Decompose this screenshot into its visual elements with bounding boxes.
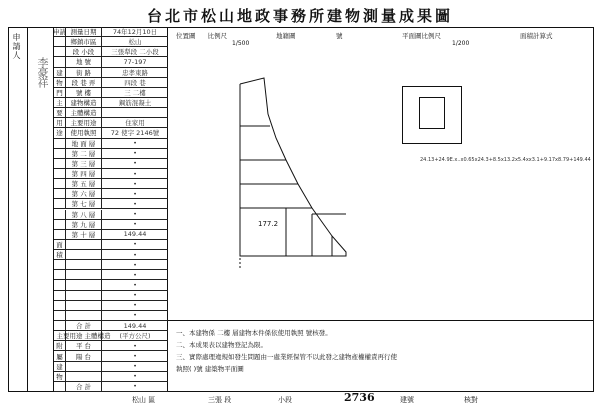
table-cell-c3: •: [133, 199, 137, 208]
table-cell-c1: [54, 291, 66, 300]
location-label: 位置圖: [176, 32, 196, 40]
table-cell-c1: [54, 301, 66, 310]
table-cell-c2: [66, 250, 102, 259]
table-cell-c2: 第 七 層: [66, 199, 102, 208]
table-cell-c1: [54, 321, 66, 330]
table-cell-c2: 第 二 層: [66, 149, 102, 158]
table-cell-c1: [54, 149, 66, 158]
table-cell-c1: 附: [54, 341, 66, 350]
table-cell-c3: •: [133, 240, 137, 249]
table-cell-c3: •: [133, 311, 137, 320]
footer-district: 松山 區: [132, 396, 156, 404]
table-cell-c2: [66, 260, 102, 269]
table-cell-c3: 四段 巷: [124, 78, 146, 87]
table-cell-c3: •: [133, 210, 137, 219]
table-cell-c2: 合 計: [66, 321, 102, 330]
table-cell-c3: •: [133, 159, 137, 168]
table-cell-c2: 第 八 層: [66, 210, 102, 219]
note-2: 二、本成果表以建物登記為限。: [176, 341, 267, 349]
table-cell-c3: •: [133, 270, 137, 279]
table-cell-c3: •: [133, 139, 137, 148]
table-cell-c1: [54, 159, 66, 168]
footer-subsection: 小段: [278, 396, 292, 404]
table-cell-c1: 面: [54, 240, 66, 249]
table-cell-c1: [54, 179, 66, 188]
table-row: [54, 47, 168, 57]
table-cell-c1: 物: [54, 78, 66, 87]
table-cell-c3: •: [133, 352, 137, 360]
table-cell-c1: 屬: [54, 351, 66, 360]
table-row: [54, 301, 168, 311]
table-cell-c1: 用: [54, 118, 66, 127]
note-3: 三、實際處理違規如發生問題由一處業經保管不以此發之建物產權權責再行使: [176, 353, 397, 361]
table-cell-c1: [54, 210, 66, 219]
table-row: [54, 220, 168, 230]
table-cell-c1: 途: [54, 128, 66, 137]
table-row: [54, 37, 168, 47]
table-cell-c3: •: [133, 189, 137, 198]
document-footer: [8, 391, 594, 408]
scale-label: 比例尺: [207, 32, 228, 40]
table-row: [54, 57, 168, 67]
table-cell-c3: •: [133, 362, 137, 371]
table-row: [54, 149, 168, 159]
table-cell-c1: [54, 169, 66, 178]
table-cell-c3: 住家用: [125, 119, 145, 128]
table-cell-c2: 號 樓: [66, 88, 102, 97]
table-row: [54, 88, 168, 98]
table-cell-c2: [66, 372, 102, 381]
table-cell-c2: 第 十 層: [66, 230, 102, 239]
table-cell-c3: 149.44: [123, 230, 147, 239]
table-cell-c1: [54, 260, 66, 269]
table-cell-c2: 建物構造: [66, 98, 102, 107]
notes-block: [176, 327, 397, 375]
table-row: [54, 210, 168, 220]
table-cell-c3: (平方公尺): [119, 332, 151, 341]
table-cell-c2: 第 四 層: [66, 169, 102, 178]
table-row: [54, 291, 168, 301]
lot-label: 地籍圖: [276, 32, 296, 40]
table-row: [54, 240, 168, 250]
area-calc-label: 面積計算式: [520, 32, 553, 40]
table-cell-c3: 149.44: [123, 321, 147, 330]
table-cell-c1: [54, 230, 66, 239]
table-cell-c3: •: [133, 220, 137, 229]
table-cell-c2: [66, 311, 102, 320]
table-cell-c3: •: [133, 169, 137, 178]
table-cell-c1: 建: [54, 68, 66, 77]
table-row: [54, 118, 168, 128]
building-data-table: [54, 27, 168, 392]
area-calculation-text: 24.13+24.9E.x..x0.65x24.3+8.5x13.2x5.4xx3.1+9.17x8.79+149.44: [420, 157, 591, 163]
table-cell-c1: [54, 139, 66, 148]
table-cell-c3: [102, 108, 168, 117]
table-row: [54, 321, 168, 331]
table-row: [54, 351, 168, 361]
applicant-signature: 李豪祥: [36, 57, 49, 87]
table-cell-c3: 72 使字 2146號: [110, 129, 160, 138]
table-row: [54, 280, 168, 290]
table-row: [54, 341, 168, 351]
table-cell-c1: [54, 220, 66, 229]
table-cell-c1: 物: [54, 372, 66, 381]
scale-value: 1/500: [232, 40, 250, 47]
table-cell-c2: [66, 291, 102, 300]
lot-suffix: 號: [336, 32, 343, 40]
notes-divider: [168, 320, 594, 321]
table-cell-c3: •: [133, 250, 137, 259]
table-cell-c2: 鄉鎮市區: [66, 37, 102, 46]
plan-area-label: 177.2: [258, 220, 279, 228]
table-row: [54, 331, 168, 341]
table-row: [54, 250, 168, 260]
signature-column: [28, 27, 54, 392]
table-row: [54, 311, 168, 321]
table-row: [54, 128, 168, 138]
table-cell-c2: 段 小段: [66, 47, 102, 56]
footer-building-no-label: 建號: [400, 396, 414, 404]
table-cell-c2: 地 面 層: [66, 139, 102, 148]
table-cell-c1: [54, 311, 66, 320]
table-cell-c2: 使用執照: [66, 128, 102, 137]
table-cell-c1: [54, 199, 66, 208]
table-cell-c1: 門: [54, 88, 66, 97]
table-cell-c1: 建: [54, 362, 66, 371]
table-cell-c2: 第 六 層: [66, 189, 102, 198]
table-cell-c2: 第 五 層: [66, 179, 102, 188]
location-building-outline: [419, 97, 445, 129]
table-cell-c3: •: [133, 260, 137, 269]
table-cell-c3: •: [133, 341, 137, 350]
location-inset-map: [402, 86, 462, 144]
table-cell-c1: [54, 280, 66, 289]
applicant-label: 申請人: [12, 33, 21, 60]
table-row: [54, 260, 168, 270]
table-cell-c2: [66, 280, 102, 289]
table-row: [54, 179, 168, 189]
plan-scale-value: 1/200: [452, 40, 470, 47]
floor-plan-drawing: [236, 74, 360, 270]
table-cell-c1: [54, 189, 66, 198]
table-cell-c2: [66, 270, 102, 279]
table-cell-c2: 合 計: [66, 382, 102, 391]
table-cell-c2: 第 九 層: [66, 220, 102, 229]
table-cell-c2: [66, 301, 102, 310]
table-cell-c3: 77-197: [123, 57, 147, 66]
table-row: [54, 78, 168, 88]
table-row: [54, 362, 168, 372]
table-cell-c1: 申請: [53, 28, 66, 37]
table-row: [54, 372, 168, 382]
footer-building-number: 2736: [344, 391, 375, 404]
table-cell-c1: 主: [54, 98, 66, 107]
footer-clerk: 核對: [464, 396, 478, 404]
table-cell-c2: 地 號: [66, 57, 102, 66]
table-cell-c2: [66, 362, 102, 371]
note-1: 一、本建物係 二樓 層建物本件係依使用執照 號核發。: [176, 329, 332, 337]
table-cell-c1: [54, 270, 66, 279]
table-cell-c1: [54, 382, 66, 391]
table-cell-c1: [54, 37, 66, 46]
table-cell-c3: 三張犁段 二小段: [111, 48, 159, 57]
table-row: [54, 199, 168, 209]
table-row: [54, 108, 168, 118]
table-cell-c2: 平 台: [66, 341, 102, 350]
table-cell-c3: 74年12月10日: [112, 28, 158, 37]
table-cell-c2: 段 巷 弄: [66, 78, 102, 87]
table-cell-c2: [66, 240, 102, 249]
table-row: [54, 98, 168, 108]
table-cell-c3: •: [133, 382, 137, 391]
table-cell-c2: 主體構造: [66, 108, 102, 117]
table-cell-c3: •: [133, 291, 137, 300]
table-row: [54, 189, 168, 199]
table-cell-c3: •: [133, 149, 137, 158]
table-cell-c3: •: [133, 179, 137, 188]
table-cell-c3: •: [133, 372, 137, 381]
table-cell-c1: [54, 47, 66, 56]
table-row: [54, 139, 168, 149]
location-header: [176, 31, 227, 40]
document-title: 台北市松山地政事務所建物測量成果圖: [146, 7, 453, 25]
table-cell-c1: 積: [54, 250, 66, 259]
table-cell-c3: •: [133, 281, 137, 290]
plan-scale-label: 平面圖比例尺: [402, 32, 441, 40]
table-cell-c3: •: [133, 301, 137, 310]
table-row: [54, 230, 168, 240]
table-row: [54, 68, 168, 78]
applicant-column: [8, 27, 28, 392]
table-cell-c2: 街 路: [66, 68, 102, 77]
footer-section: 三張 段: [208, 396, 232, 404]
table-cell-c2: 主要用途: [66, 118, 102, 127]
table-row: [54, 270, 168, 280]
table-cell-c2: 陽 台: [66, 351, 102, 360]
table-cell-c2: 第 三 層: [66, 159, 102, 168]
table-cell-c1: 要: [54, 108, 66, 117]
table-cell-c3: 松山: [128, 38, 142, 47]
table-cell-c3: 三 二樓: [124, 88, 146, 97]
table-cell-c2: 主要用途 主體構造: [56, 332, 111, 341]
table-cell-c3: 鋼筋混凝土: [118, 99, 152, 108]
table-cell-c1: [54, 57, 66, 66]
table-row: [54, 169, 168, 179]
table-cell-c3: 忠孝東路: [122, 68, 148, 77]
table-cell-c2: 測量日期: [66, 27, 102, 36]
note-4: 執照( )號 建築物平面圖: [176, 365, 244, 373]
table-row: [54, 159, 168, 169]
table-row: [54, 27, 168, 37]
table-row: [54, 382, 168, 392]
